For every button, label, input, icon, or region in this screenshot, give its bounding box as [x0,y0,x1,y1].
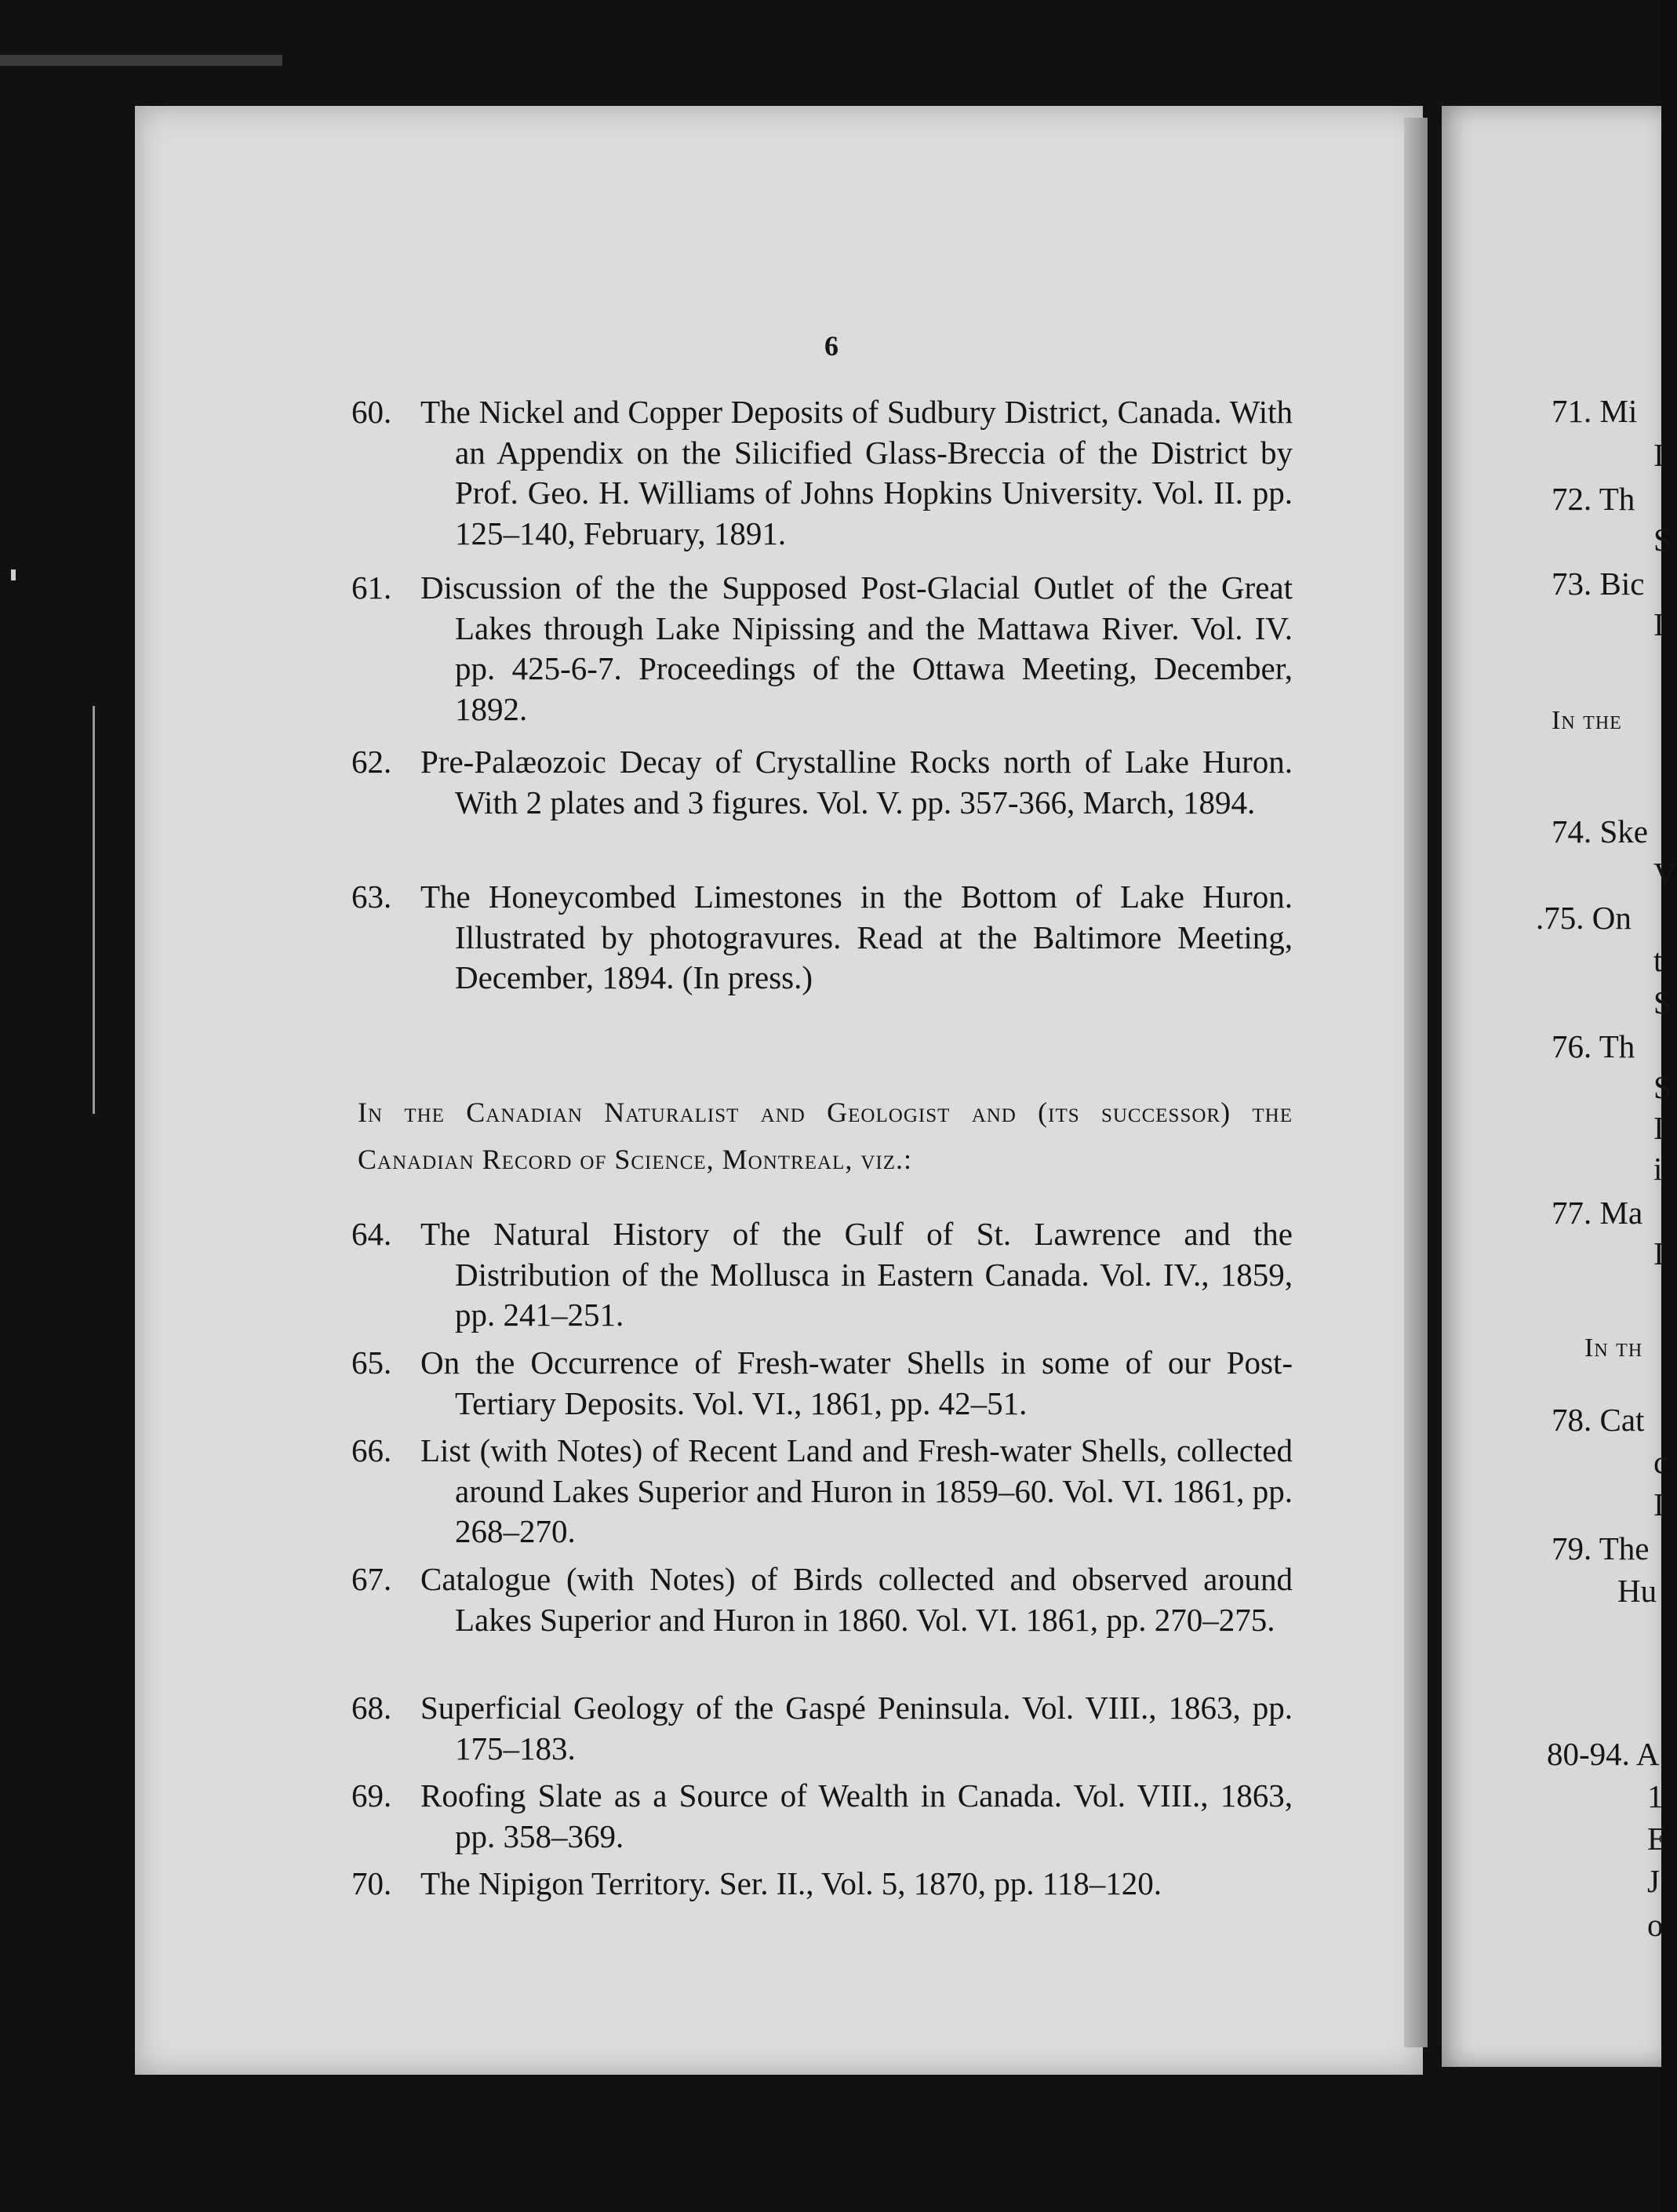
entry-number: 68. [351,1690,392,1726]
bibliography-entry [351,1776,1293,1857]
entry-text: Pre-Palæozoic Decay of Crystalline Rocks north of Lake Huron. With 2 plates and 3 figures. Vol. V. pp. 357-366, March, 1894. [420,744,1293,820]
right-page-heading: In th [1584,1333,1643,1362]
right-page-heading: In the [1551,706,1622,735]
page-gutter-edge [1404,118,1428,2047]
right-page-line: c [1653,1444,1668,1480]
right-page-line: 72. Th [1551,481,1635,517]
entry-text: On the Occurrence of Fresh-water Shells in some of our Post-Tertiary Deposits. Vol. VI., 1861, pp. 42–51. [420,1344,1293,1421]
bibliography-entry [351,1431,1293,1552]
entry-text: Discussion of the the Supposed Post-Glacial Outlet of the Great Lakes through Lake Nipissing and the Mattawa River. Vol. IV. pp. 425-6-7. Proceedings of the Ottawa Meeting, December, 1892. [420,569,1293,727]
scan-streak [93,706,95,1114]
entry-number: 64. [351,1216,392,1252]
right-page-line: I [1653,606,1664,642]
entry-text: The Natural History of the Gulf of St. Lawrence and the Distribution of the Mollusca in Eastern Canada. Vol. IV., 1859, pp. 241–251. [420,1216,1293,1333]
entry-text: Catalogue (with Notes) of Birds collected and observed around Lakes Superior and Huron in 1860. Vol. VI. 1861, pp. 270–275. [420,1561,1293,1638]
right-page-line: V [1653,856,1677,892]
bibliography-entry [351,1688,1293,1769]
entry-number: 65. [351,1344,392,1381]
bibliography-entry [351,1343,1293,1424]
right-page-line: 73. Bic [1551,566,1645,602]
right-page-line: 74. Ske [1551,813,1648,850]
right-page-line: 80-94. A [1547,1736,1660,1772]
right-page-line: Hu [1617,1573,1657,1609]
entry-number: 67. [351,1561,392,1597]
entry-number: 69. [351,1777,392,1814]
bibliography-entry [351,1214,1293,1336]
right-page-line: J [1647,1863,1660,1899]
entry-number: 62. [351,744,392,780]
bibliography-entry [351,1559,1293,1640]
scan-band [0,55,282,66]
right-page-line: I [1653,1486,1664,1523]
right-page-line: S [1653,1069,1672,1105]
page-number: 6 [824,330,838,362]
right-page-line: 76. Th [1551,1028,1635,1064]
right-page-line: .75. On [1536,900,1632,936]
right-page-line: 71. Mi [1551,393,1638,429]
bibliography-entry [351,742,1293,823]
scan-speck [11,569,16,580]
right-page-line: 78. Cat [1551,1402,1645,1438]
entry-text: Roofing Slate as a Source of Wealth in Canada. Vol. VIII., 1863, pp. 358–369. [420,1777,1293,1854]
right-page-line: S [1653,984,1672,1021]
entry-number: 60. [351,394,392,430]
right-page-line: I [1653,437,1664,473]
right-page-line: I [1653,1110,1664,1146]
entry-number: 66. [351,1432,392,1468]
entry-text: The Nickel and Copper Deposits of Sudbury District, Canada. With an Appendix on the Silicified Glass-Breccia of the District by Prof. Geo. H. Williams of Johns Hopkins University. Vol. II. pp. 125–140, February, 1891. [420,394,1293,551]
section-heading: In the Canadian Naturalist and Geologist and (its successor) the Canadian Record of Science, Montreal, viz.: [358,1097,1293,1175]
bibliography-entry [351,877,1293,999]
entry-text: The Honeycombed Limestones in the Bottom of Lake Huron. Illustrated by photogravures. Read at the Baltimore Meeting, December, 1894. (In press.) [420,879,1293,995]
right-page-line: i [1653,1151,1663,1187]
entry-text: List (with Notes) of Recent Land and Fresh-water Shells, collected around Lakes Superior and Huron in 1859–60. Vol. VI. 1861, pp. 268–270. [420,1432,1293,1549]
bibliography-entry [351,1864,1293,1905]
right-page-line: E [1647,1821,1668,1857]
right-page-line: 1 [1647,1778,1664,1814]
right-page-line: 79. The [1551,1530,1650,1566]
right-page-line: o [1647,1907,1664,1943]
entry-number: 63. [351,879,392,915]
right-page-line: 77. Ma [1551,1195,1643,1231]
right-page-line: t [1653,942,1663,978]
right-page-line: S [1653,522,1672,558]
bibliography-entry [351,568,1293,729]
bibliography-entry [351,392,1293,554]
entry-number: 70. [351,1865,392,1901]
entry-number: 61. [351,569,392,606]
right-page-line: I [1653,1235,1664,1272]
entry-text: Superficial Geology of the Gaspé Peninsula. Vol. VIII., 1863, pp. 175–183. [420,1690,1293,1766]
entry-text: The Nipigon Territory. Ser. II., Vol. 5, 1870, pp. 118–120. [420,1865,1162,1901]
